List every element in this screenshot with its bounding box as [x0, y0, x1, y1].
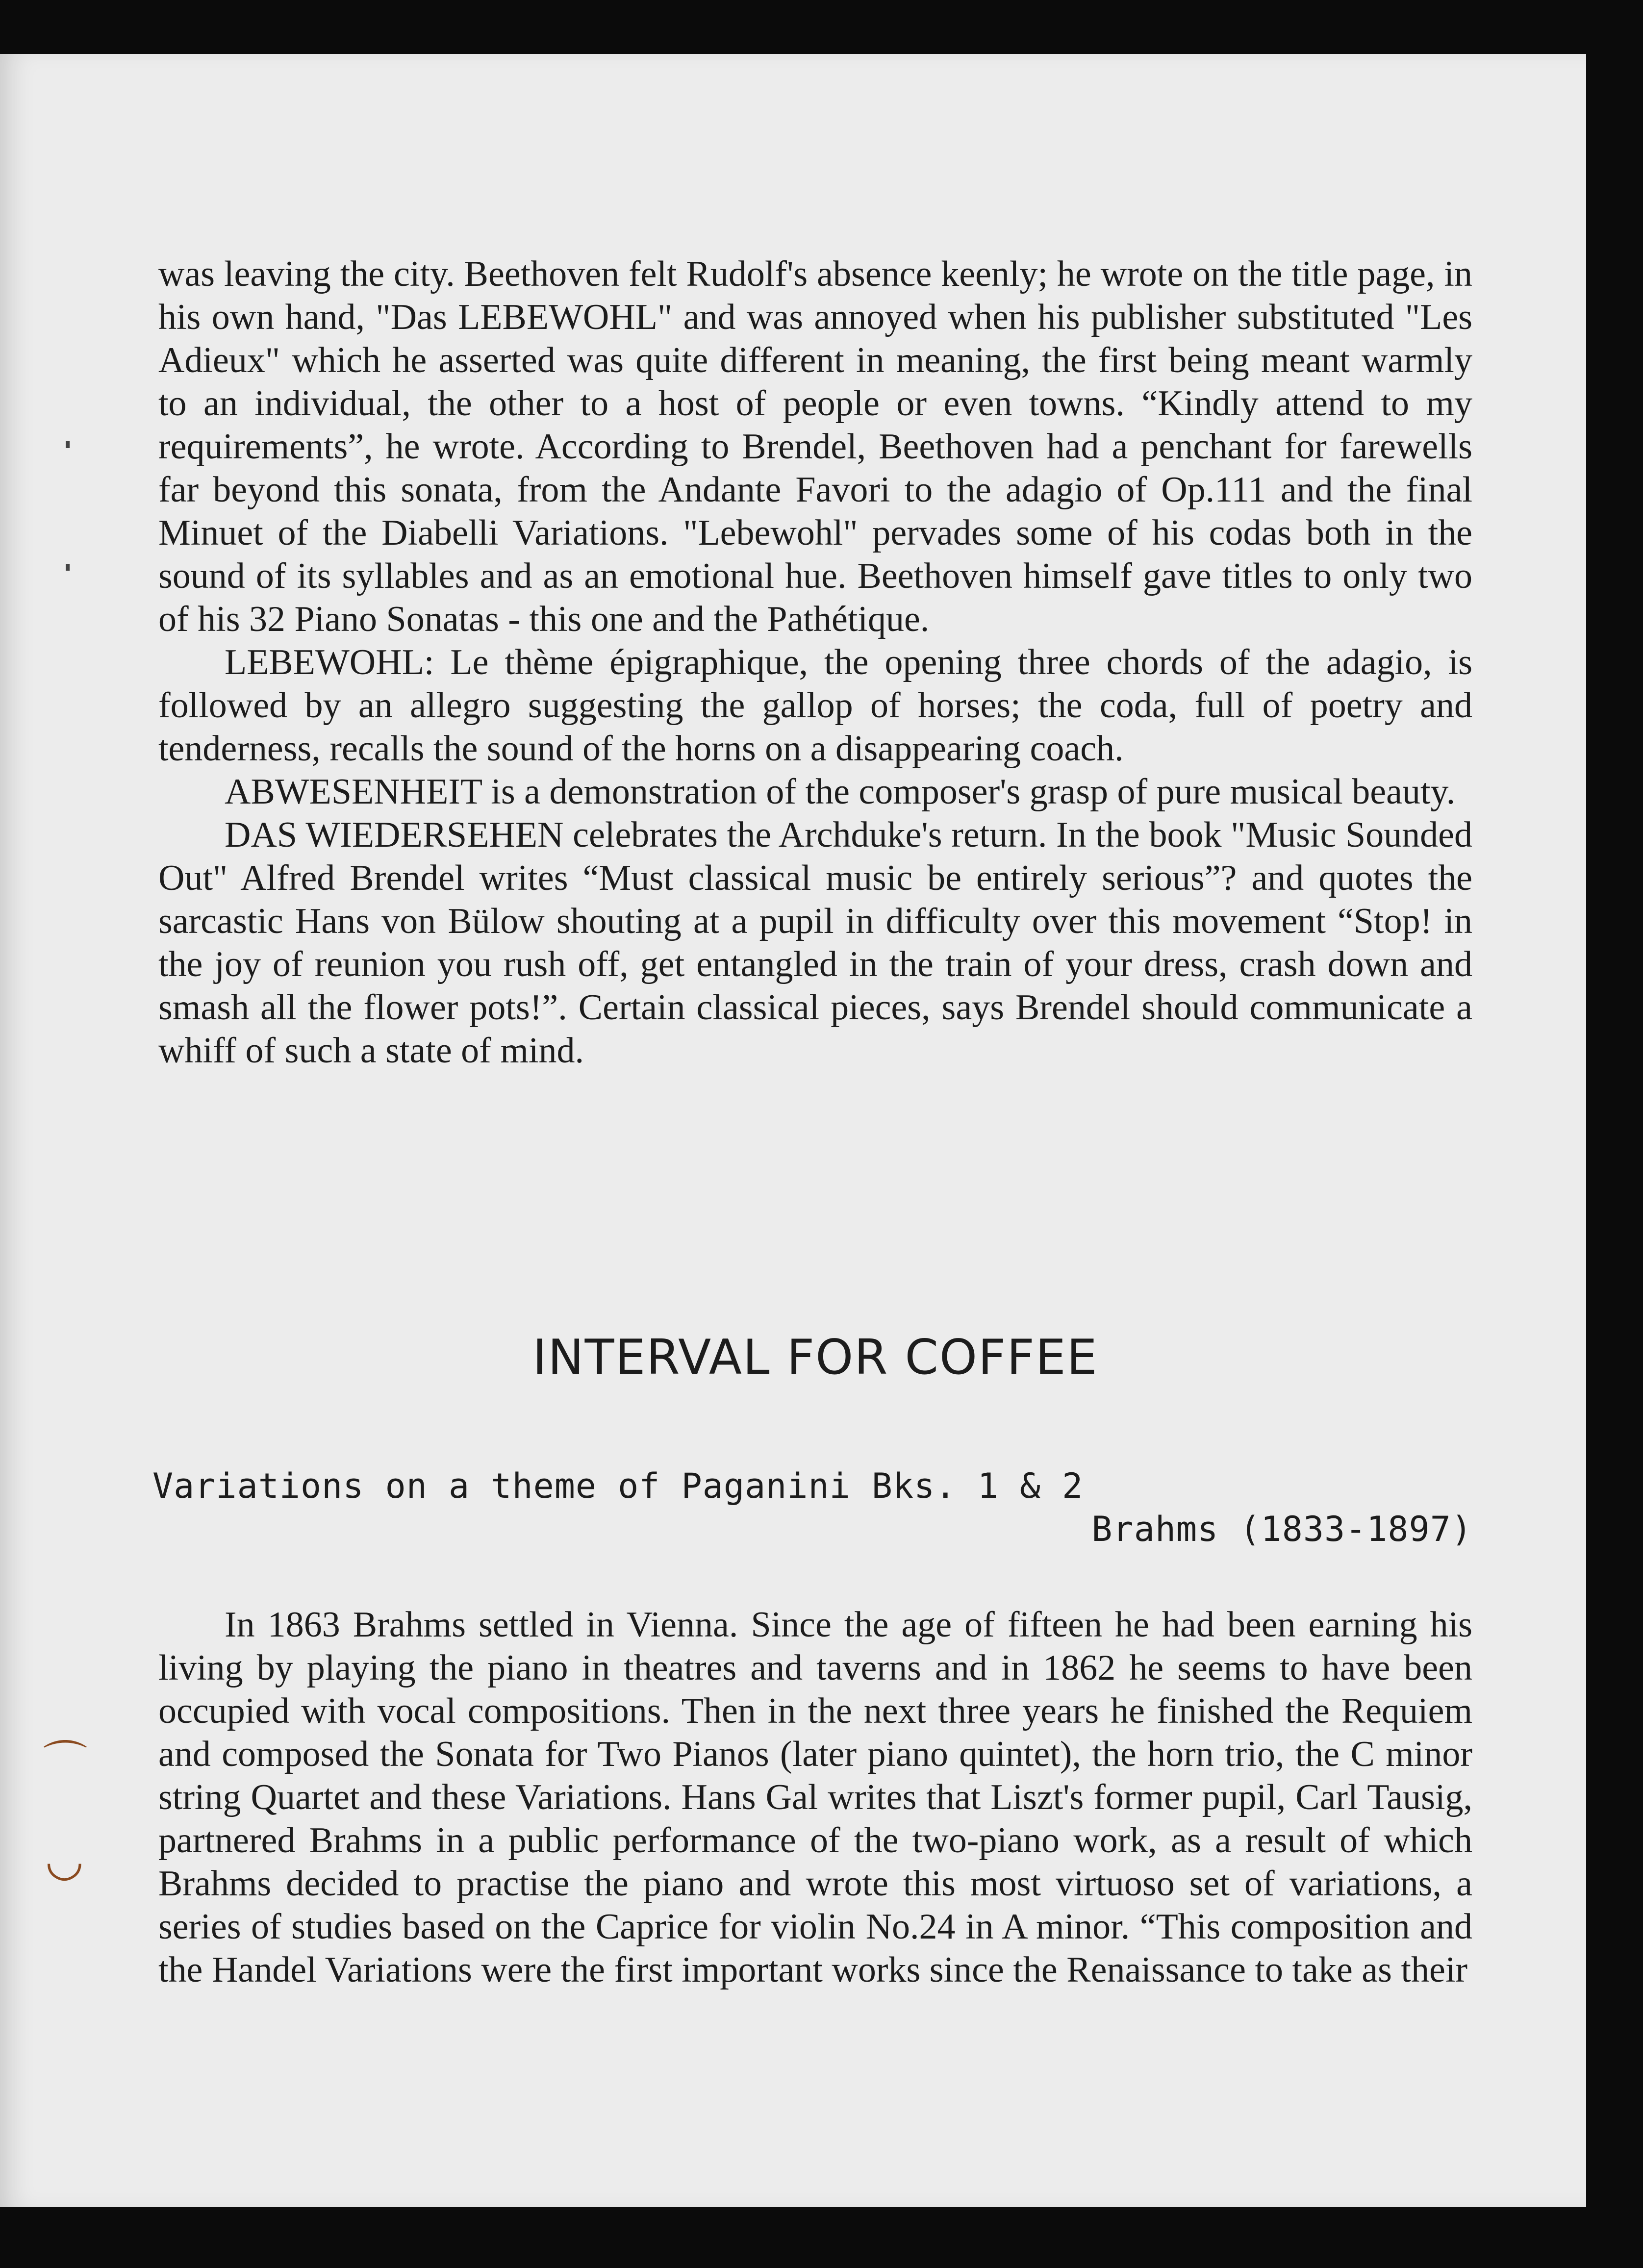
interval-heading: INTERVAL FOR COFFEE	[532, 1330, 1098, 1386]
paragraph: DAS WIEDERSEHEN celebrates the Archduke's return. In the book "Music Sounded Out" Alfred Brendel writes “Must classical music be entirely serious”? and quotes the sarcastic Hans von Bülow shouting at a pupil in difficulty over this movement “Stop! in the joy of reunion you rush off, get entangled in the train of your dress, crash down and smash all the flower pots!”. Certain classical pieces, says Brendel should communicate a whiff of such a state of mind.	[158, 815, 1472, 1071]
brahms-notes	[158, 1603, 1472, 1991]
program-item-title: Variations on a theme of Paganini Bks. 1 & 2	[152, 1466, 1084, 1506]
paragraph: ABWESENHEIT is a demonstration of the composer's grasp of pure musical beauty.	[225, 772, 1456, 812]
paragraph: LEBEWOHL: Le thème épigraphique, the opening three chords of the adagio, is followed by an allegro suggesting the gallop of horses; the coda, full of poetry and tenderness, recalls the sound of the horns on a disappearing coach.	[158, 642, 1472, 769]
beethoven-notes	[158, 252, 1472, 1072]
paragraph: was leaving the city. Beethoven felt Rudolf's absence keenly; he wrote on the title page, in his own hand, "Das LEBEWOHL" and was annoyed when his publisher substituted "Les Adieux" which he asserted was quite different in meaning, the first being meant warmly to an individual, the other to a host of people or even towns. “Kindly attend to my requirements”, he wrote. According to Brendel, Beethoven had a penchant for farewells far beyond this sonata, from the Andante Favori to the adagio of Op.111 and the final Minuet of the Diabelli Variations. "Lebewohl" pervades some of his codas both in the sound of its syllables and as an emotional hue. Beethoven himself gave titles to only two of his 32 Piano Sonatas - this one and the Pathétique.	[158, 254, 1472, 639]
margin-mark	[66, 564, 70, 571]
paragraph: In 1863 Brahms settled in Vienna. Since the age of fifteen he had been earning his living by playing the piano in theatres and taverns and in 1862 he seems to have been occupied with vocal compositions. Then in the next three years he finished the Requiem and composed the Sonata for Two Pianos (later piano quintet), the horn trio, the C minor string Quartet and these Variations. Hans Gal writes that Liszt's former pupil, Carl Tausig, partnered Brahms in a public performance of the two-piano work, as a result of which Brahms decided to practise the piano and wrote this most virtuoso set of variations, a series of studies based on the Caprice for violin No.24 in A minor. “This composition and the Handel Variations were the first important works since the Renaissance to take as their	[158, 1605, 1472, 1990]
program-item-composer: Brahms (1833-1897)	[1091, 1509, 1472, 1549]
staple-icon: ⌒	[43, 1737, 87, 1788]
staple-icon: ◡	[45, 1835, 84, 1886]
margin-mark	[66, 441, 70, 448]
